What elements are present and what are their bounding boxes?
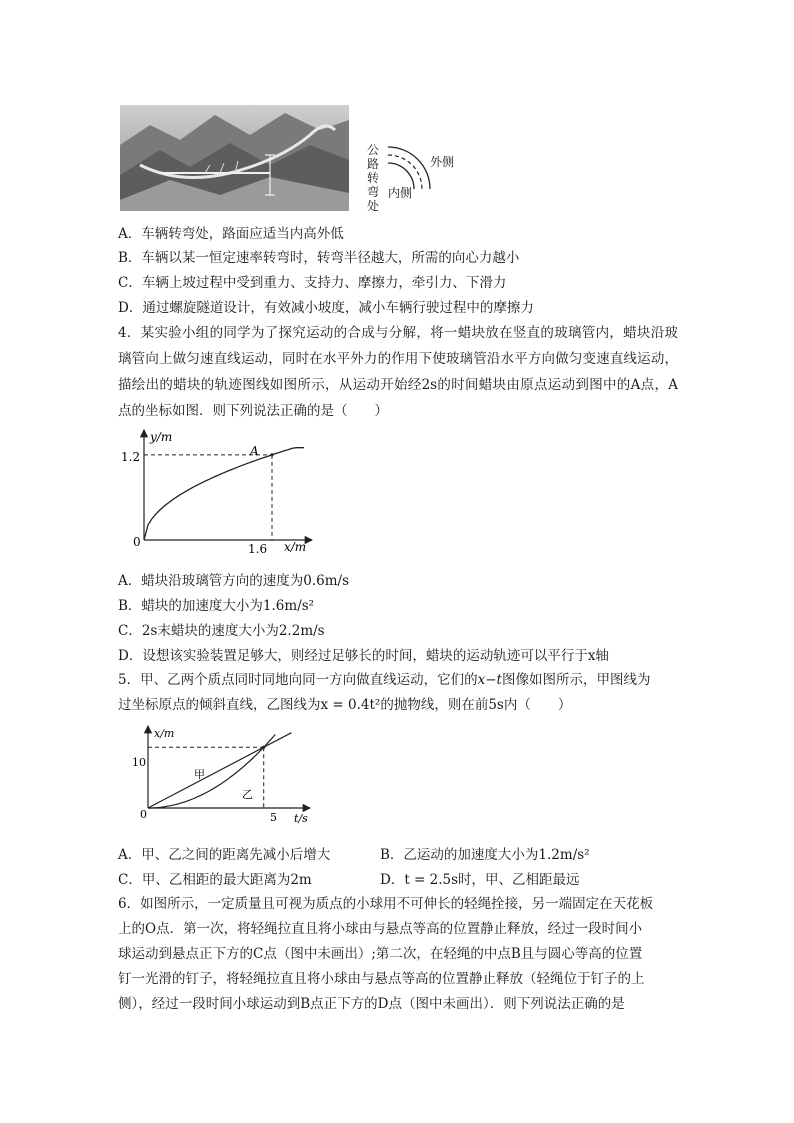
q5-option-d: D．t = 2.5s时，甲、乙相距最远 xyxy=(380,872,580,888)
g1-point-a-mark xyxy=(270,453,273,456)
g1-origin: 0 xyxy=(133,535,141,549)
g1-point-a: A xyxy=(250,444,259,458)
q6-line-3: 球运动到悬点正下方的C点（图中未画出）;第二次，在轻绳的中点B且与圆心等高的位置 xyxy=(118,946,643,962)
g1-y-label: y/m xyxy=(150,430,173,444)
q3-option-c: C．车辆上坡过程中受到重力、支持力、摩擦力，牵引力、下滑力 xyxy=(118,275,507,291)
g2-curve-yi xyxy=(148,735,275,809)
inner-side-label: 内侧 xyxy=(388,186,413,200)
xt-graph xyxy=(130,722,320,832)
q3-option-b: B．车辆以某一恒定速率转弯时，转弯半径越大，所需的向心力越小 xyxy=(118,250,520,266)
xt-symbol: x−t xyxy=(477,672,502,688)
q6-line-4: 钉一光滑的钉子，将轻绳拉直且将小球由与悬点等高的位置静止释放（轻绳位于钉子的上 xyxy=(118,971,645,987)
trajectory-curve xyxy=(144,448,304,540)
g2-label-jia: 甲 xyxy=(194,768,205,781)
g2-intersection xyxy=(262,746,265,749)
road-curve-diagram xyxy=(360,105,455,211)
g1-y-tick: 1.2 xyxy=(121,450,141,464)
g1-x-tick: 1.6 xyxy=(248,542,268,556)
q3-option-a: A．车辆转弯处，路面应适当内高外低 xyxy=(118,226,344,242)
g2-y-tick: 10 xyxy=(132,756,146,769)
g2-label-yi: 乙 xyxy=(242,788,253,801)
q4-option-b: B．蜡块的加速度大小为1.6m/s² xyxy=(118,598,315,614)
q5-option-b: B．乙运动的加速度大小为1.2m/s² xyxy=(380,847,590,863)
q6-line-1: 6．如图所示，一定质量且可视为质点的小球用不可伸长的轻绳拴接，另一端固定在天花板 xyxy=(118,896,654,912)
q5-stem-line1: 5．甲、乙两个质点同时同地向同一方向做直线运动，它们的x−t图像如图所示，甲图线为 xyxy=(118,672,651,688)
q6-line-2: 上的O点．第一次，将轻绳拉直且将小球由与悬点等高的位置静止释放，经过一段时间小 xyxy=(118,921,643,937)
q4-option-c: C．2s末蜡块的速度大小为2.2m/s xyxy=(118,623,325,639)
q4-option-d: D．设想该实验装置足够大，则经过足够长的时间，蜡块的运动轨迹可以平行于x轴 xyxy=(118,648,609,664)
outer-side-label: 外侧 xyxy=(430,155,455,169)
q5-option-a: A．甲、乙之间的距离先减小后增大 xyxy=(118,847,331,863)
q5-stem-line2: 过坐标原点的倾斜直线，乙图线为x = 0.4t²的抛物线，则在前5s内（ ） xyxy=(118,697,572,713)
g2-origin: 0 xyxy=(140,808,147,821)
q3-option-d: D．通过螺旋隧道设计，有效减小坡度，减小车辆行驶过程中的摩擦力 xyxy=(118,300,534,316)
q4-stem: 4．某实验小组的同学为了探究运动的合成与分解，将一蜡块放在竖直的玻璃管内，蜡块沿玻璃管向上做匀速直线运动，同时在水平外力的作用下使玻璃管沿水平方向做匀变速直线运动，描绘出的蜡块的轨迹图线如图所示，从运动开始经2s的时间蜡块由原点运动到图中的A点，A点的坐标如图．则下列说法正确的是（ ） xyxy=(118,325,678,419)
q5-option-c: C．甲、乙相距的最大距离为2m xyxy=(118,872,312,888)
g2-x-label: t/s xyxy=(294,812,308,825)
q4-option-a: A．蜡块沿玻璃管方向的速度为0.6m/s xyxy=(118,573,349,589)
road-photo xyxy=(120,105,349,211)
g1-x-label: x/m xyxy=(284,540,307,554)
g2-line-jia xyxy=(148,733,291,808)
g2-y-label: x/m xyxy=(154,727,175,740)
g2-x-tick: 5 xyxy=(270,811,277,824)
q6-line-5: 侧），经过一段时间小球运动到B点正下方的D点（图中未画出）．则下列说法正确的是 xyxy=(118,996,625,1012)
road-vertical-label: 公 路 转 弯 处 xyxy=(366,143,379,213)
trajectory-graph xyxy=(121,425,320,560)
